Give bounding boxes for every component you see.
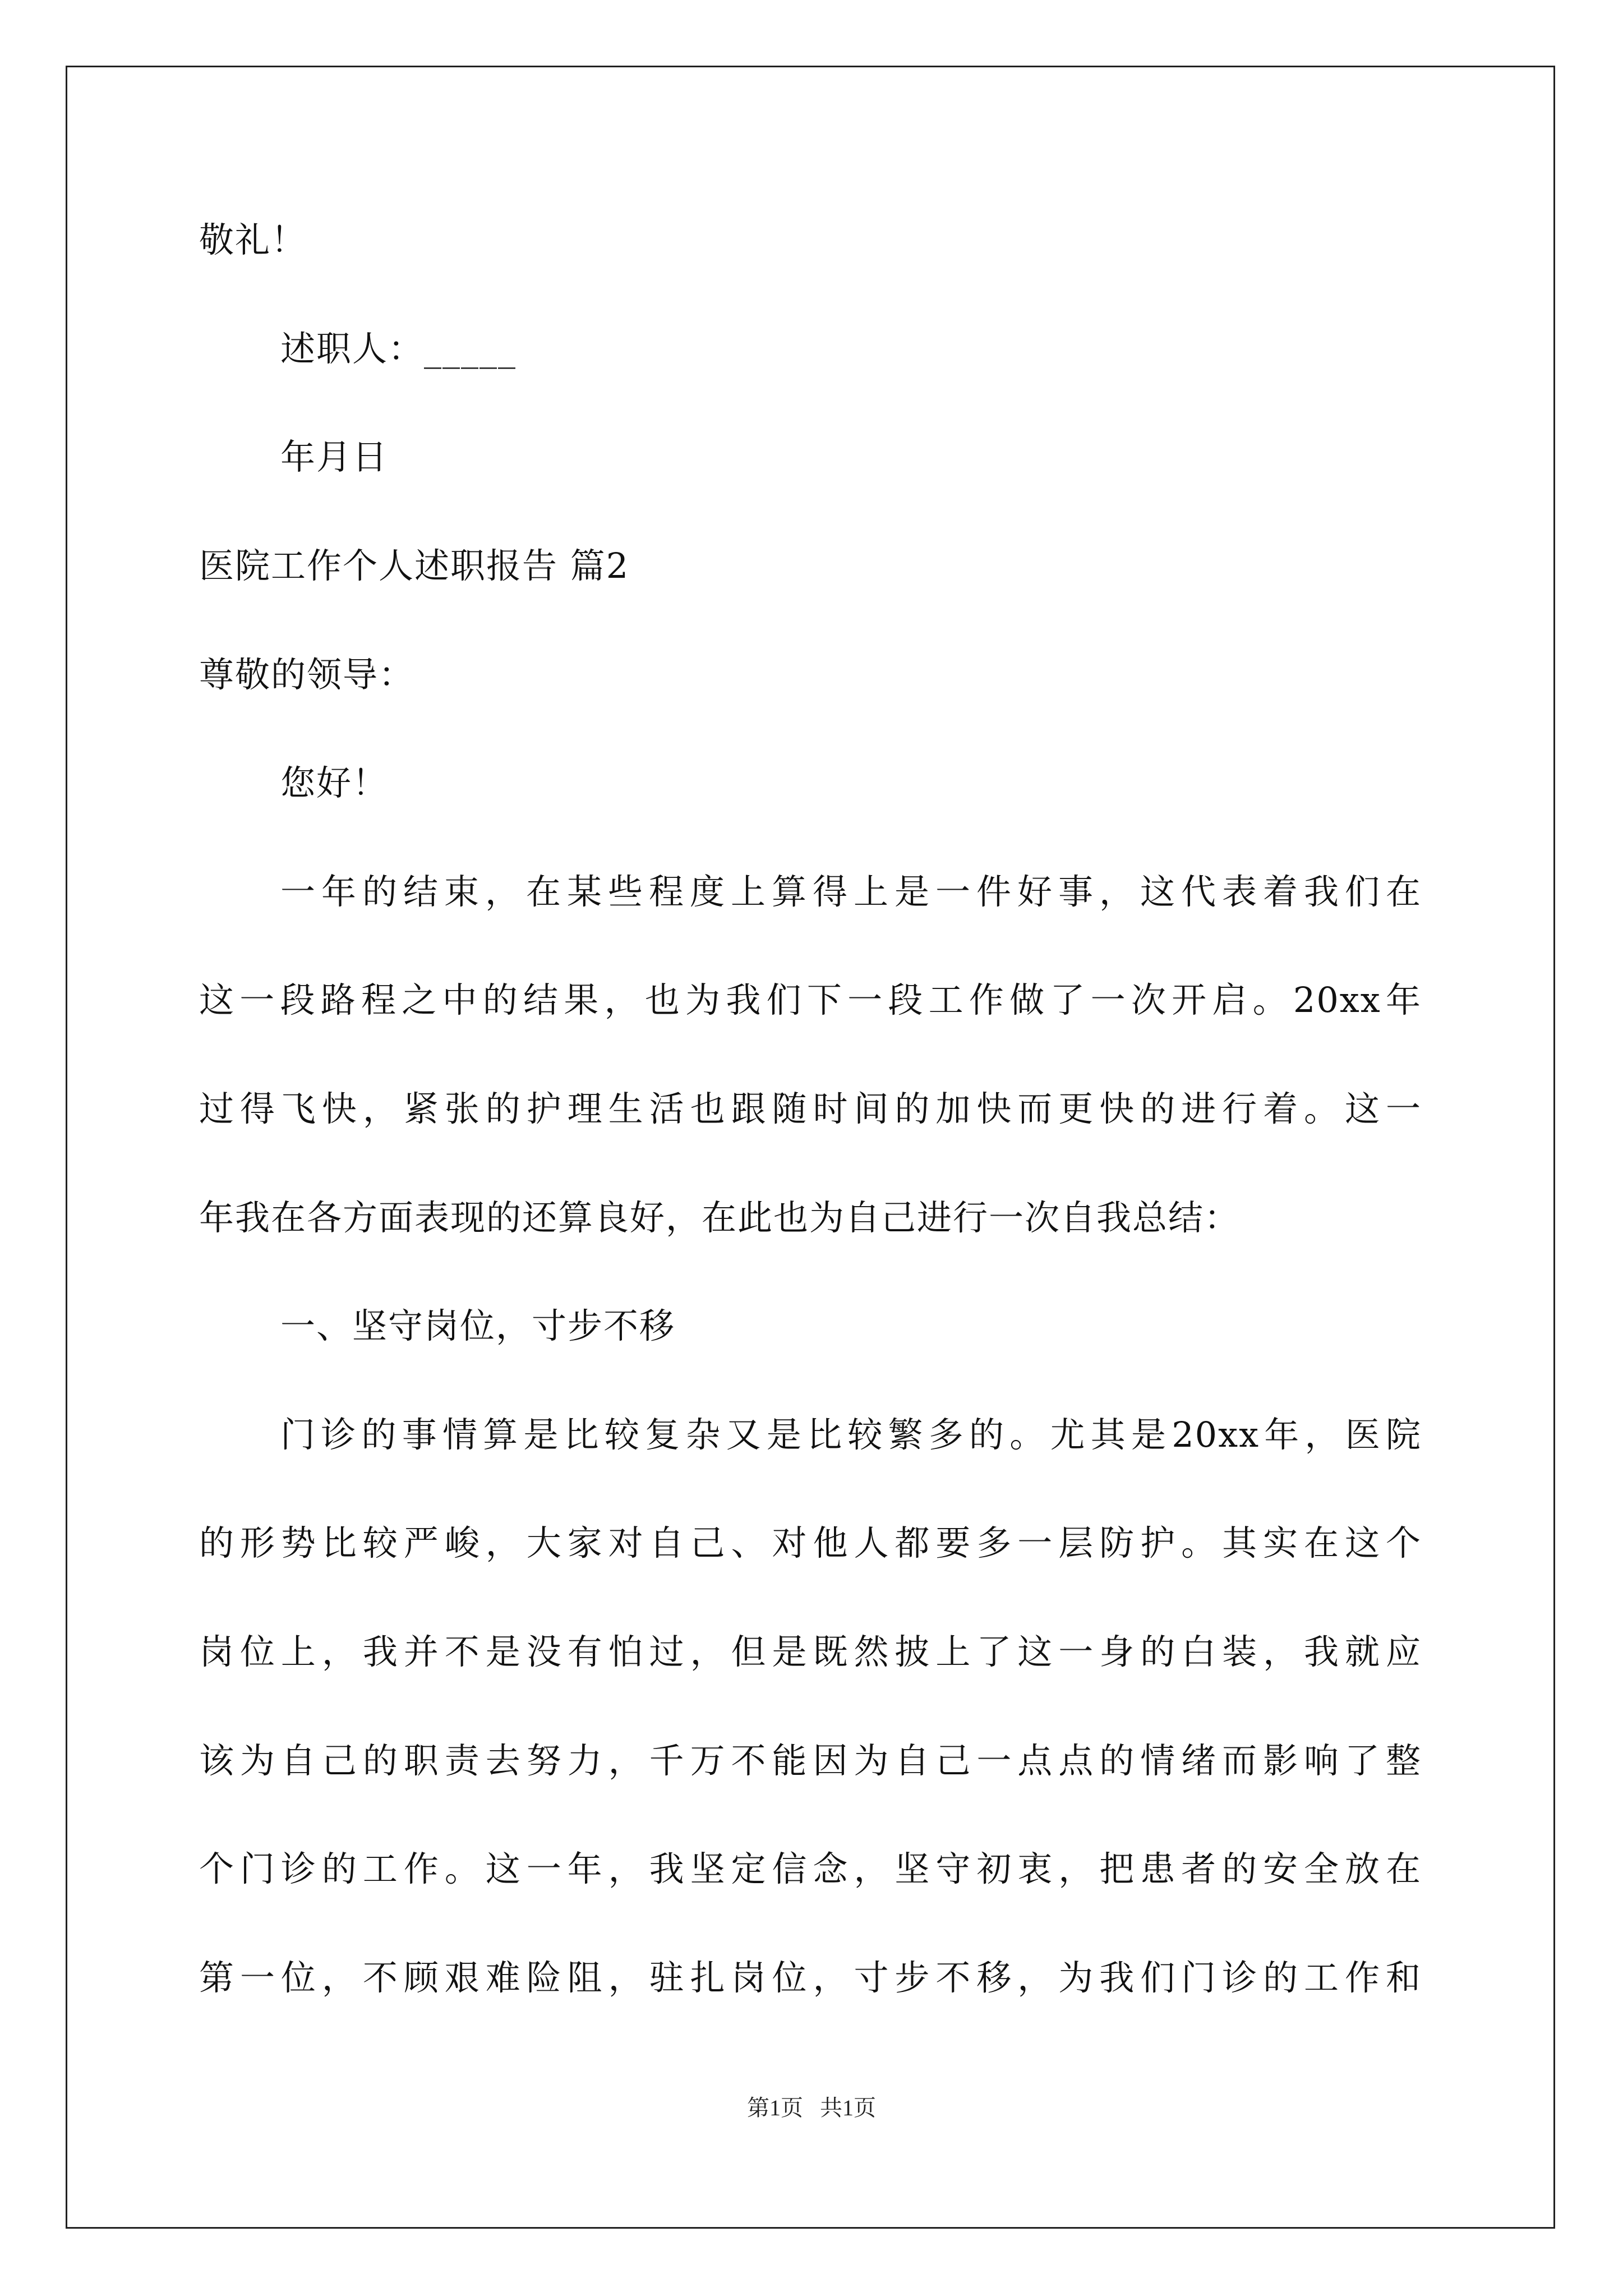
paragraph-line: 第一位，不顾艰难险阻，驻扎岗位，寸步不移，为我们门诊的工作和 xyxy=(199,1957,1422,1998)
paragraph-line: 岗位上，我并不是没有怕过，但是既然披上了这一身的白装，我就应 xyxy=(199,1631,1422,1672)
paragraph-line: 一年的结束，在某些程度上算得上是一件好事，这代表着我们在 xyxy=(280,871,1422,912)
date-line: 年月日 xyxy=(280,436,389,477)
paragraph-line: 该为自己的职责去努力，千万不能因为自己一点点的情绪而影响了整 xyxy=(199,1740,1422,1781)
closing-salutation: 敬礼！ xyxy=(199,219,307,260)
paragraph-line: 这一段路程之中的结果，也为我们下一段工作做了一次开启。20xx年 xyxy=(199,979,1422,1020)
page-footer: 第1页 共1页 xyxy=(747,2095,876,2120)
greeting: 您好！ xyxy=(280,762,389,803)
page-border xyxy=(66,66,1555,2229)
paragraph-line: 门诊的事情算是比较复杂又是比较繁多的。尤其是20xx年，医院 xyxy=(280,1414,1422,1455)
paragraph-line: 个门诊的工作。这一年，我坚定信念，坚守初衷，把患者的安全放在 xyxy=(199,1848,1422,1889)
paragraph-line: 的形势比较严峻，大家对自己、对他人都要多一层防护。其实在这个 xyxy=(199,1522,1422,1563)
section-title: 医院工作个人述职报告 篇2 xyxy=(199,545,630,586)
paragraph-line: 过得飞快，紧张的护理生活也跟随时间的加快而更快的进行着。这一 xyxy=(199,1088,1422,1129)
reporter-signature-line: 述职人：_____ xyxy=(280,328,517,369)
greeting-recipient: 尊敬的领导： xyxy=(199,654,415,695)
subheading: 一、坚守岗位，寸步不移 xyxy=(280,1305,676,1346)
paragraph-line: 年我在各方面表现的还算良好，在此也为自己进行一次自我总结： xyxy=(199,1197,1241,1238)
